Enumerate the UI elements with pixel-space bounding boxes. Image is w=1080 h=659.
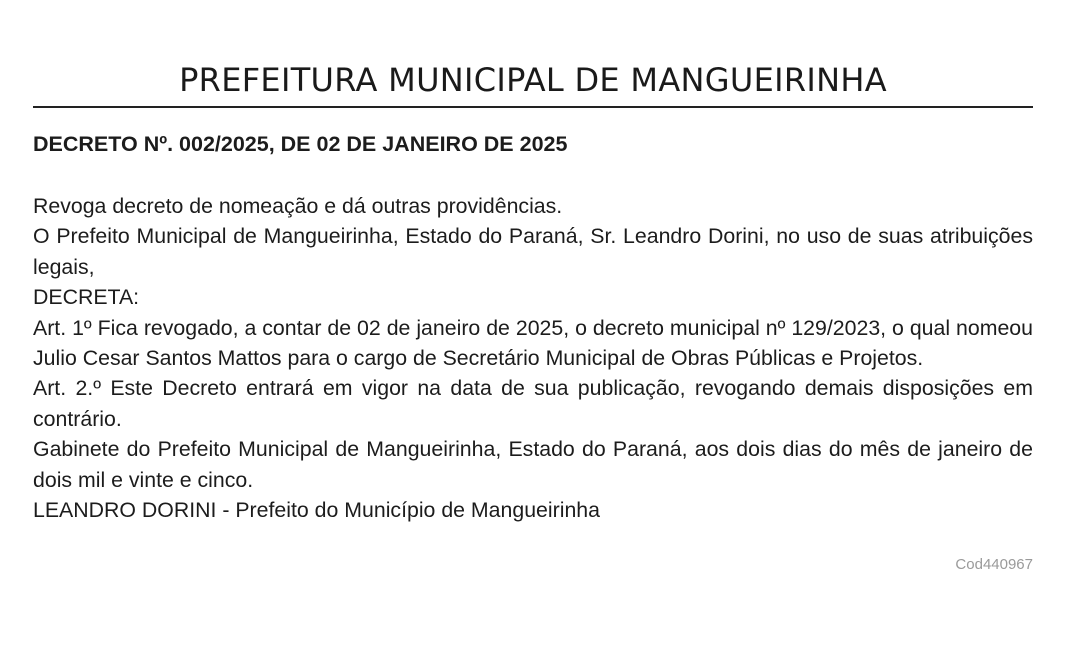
decree-preamble: O Prefeito Municipal de Mangueirinha, Estado do Paraná, Sr. Leandro Dorini, no uso de suas atribuições legais, (33, 224, 1033, 279)
decree-body (33, 191, 1033, 525)
decree-signature: LEANDRO DORINI - Prefeito do Município de Mangueirinha (33, 498, 600, 523)
publication-header: PREFEITURA MUNICIPAL DE MANGUEIRINHA (179, 61, 887, 99)
decree-article-1: Art. 1º Fica revogado, a contar de 02 de janeiro de 2025, o decreto municipal nº 129/2023, o qual nomeou Julio Cesar Santos Mattos para o cargo de Secretário Municipal de Obras Públicas e Projetos. (33, 315, 1033, 371)
publication-code: Cod440967 (955, 556, 1033, 573)
decree-closing: Gabinete do Prefeito Municipal de Mangueirinha, Estado do Paraná, aos dois dias do mês de janeiro de dois mil e vinte e cinco. (33, 437, 1033, 492)
decree-summary: Revoga decreto de nomeação e dá outras providências. (33, 194, 563, 218)
header-divider (33, 106, 1033, 108)
decree-title: DECRETO Nº. 002/2025, DE 02 DE JANEIRO DE 2025 (33, 132, 568, 156)
decree-article-2: Art. 2.º Este Decreto entrará em vigor na data de sua publicação, revogando demais disposições em contrário. (33, 376, 1033, 431)
decree-declaration: DECRETA: (33, 285, 140, 310)
